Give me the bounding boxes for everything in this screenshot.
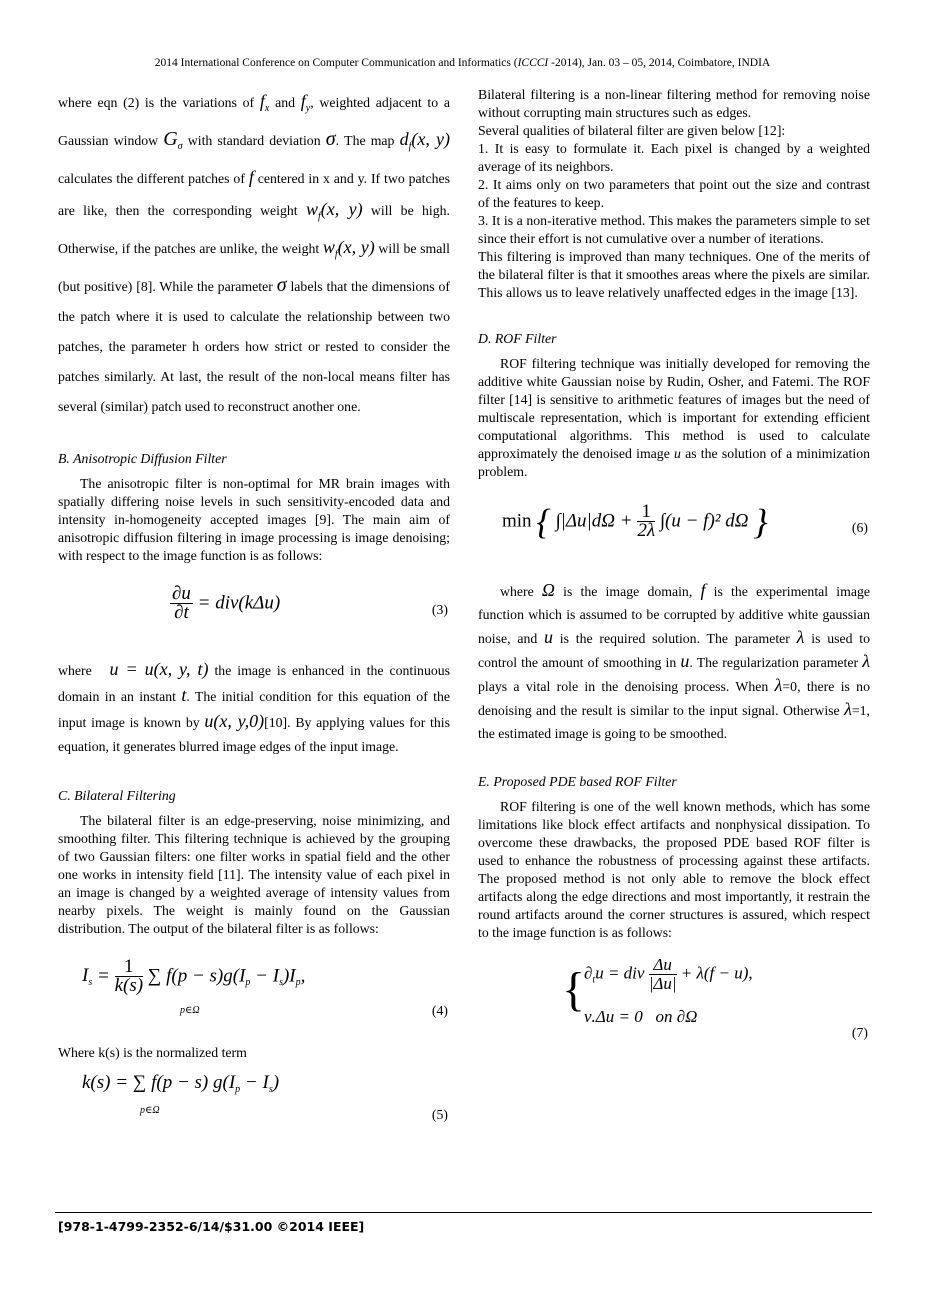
paragraph-bilateral-def: Bilateral filtering is a non-linear filtering method for removing noise without corrupting main structures such as edges.	[478, 87, 870, 120]
page-footer: [978-1-4799-2352-6/14/$31.00 ©2014 IEEE]	[58, 1219, 365, 1234]
paragraph-anisotropic: The anisotropic filter is non-optimal for MR brain images with spatially differing noise levels in such sensitivity-encoded data and intensity in-homogeneity accepted images [9]. The main aim of anisotropic diffusion filtering in image processing is image denoising; with respect to the image function is as follows:	[58, 476, 450, 563]
list-item-1: 1. It is easy to formulate it. Each pixel is changed by a weighted average of its neighbors.	[478, 141, 870, 174]
equation-6: min { ∫|Δu|dΩ + $\frac{1}{2\lambda}$ ∫(u − f)² dΩ } (6)	[502, 501, 868, 542]
equation-3: $\frac{\partial u}{\partial t}$ = div(kΔu) (3)	[172, 583, 448, 623]
section-heading-e: E. Proposed PDE based ROF Filter	[478, 774, 677, 789]
paragraph-nlm: where eqn (2) is the variations of $f_x$ and $f_y$, weighted adjacent to a Gaussian window $G_\sigma$ with standard deviation σ. The map $d_f(x$, y) calculates the different patches of f centered in x and y. If two patches are like, then the corresponding weight $w_f(x$, y) will be high. Otherwise, if the patches are unlike, the weight $w_f(x$, y) will be small (but positive) [8]. While the parameter σ labels that the dimensions of the patch where it is used to calculate the relationship between two patches, the parameter h orders how strict or rested to consider the patches similarly. At last, the result of the non-local means filter has several (similar) patch used to reconstruct another one.	[58, 91, 451, 414]
paragraph-qualities: Several qualities of bilateral filter are given below [12]:	[478, 123, 786, 138]
equation-7: { $\partial_tu$ = div $\frac{\Delta u}{|\Delta u|}$ + λ(f − u), ν.Δu = 0 on ∂Ω (7)	[562, 955, 868, 1040]
list-item-2: 2. It aims only on two parameters that point out the size and contrast of the features to keep.	[478, 177, 870, 210]
paragraph-normalized: Where k(s) is the normalized term	[58, 1045, 247, 1060]
left-column	[58, 86, 450, 1140]
paragraph-proposed: ROF filtering is one of the well known methods, which has some limitations like block effect artifacts and nonphysical dissipation. To overcome these drawbacks, the proposed PDE based ROF filter is used to enhance the robustness of processing against these artifacts. The proposed method is not only able to remove the block effect artifacts along the edge directions and most importantly, it restrain the round artifacts around the corner structures is assured, which respect to the image function is as follows:	[478, 799, 870, 940]
page-header	[0, 57, 925, 69]
section-heading-c: C. Bilateral Filtering	[58, 788, 176, 803]
section-heading-d: D. ROF Filter	[478, 331, 557, 346]
right-column	[478, 86, 870, 1060]
paragraph-bilateral: The bilateral filter is an edge-preserving, noise minimizing, and smoothing filter. This filtering technique is achieved by the grouping of two Gaussian filters: one filter works in spatial field and the other one works in intensity field [11]. The intensity value of each pixel in an image is changed by a weighted average of intensity values from nearby pixels. The weight is mainly found on the Gaussian distribution. The output of the bilateral filter is as follows:	[58, 813, 450, 936]
header-date: -2014), Jan. 03 – 05, 2014, Coimbatore, INDIA	[548, 57, 771, 69]
header-text: 2014 International Conference on Computer Communication and Informatics (	[154, 57, 518, 69]
header-conference: ICCCI	[517, 57, 549, 69]
paragraph-bilateral-merits: This filtering is improved than many techniques. One of the merits of the bilateral filter is that it smoothes areas where the pixels are similar. This allows us to leave relatively unaffected edges in the image [13].	[478, 249, 870, 300]
equation-4: $I_s$ = $\frac{1}{k(s)}$ ∑ $f(p - s)g(I_p - I_s)I_p$, p∈Ω (4)	[82, 956, 448, 1018]
section-heading-b: B. Anisotropic Diffusion Filter	[58, 451, 227, 466]
paragraph-rof-2: where Ω is the image domain, f is the experimental image function which is assumed to be corrupted by additive white gaussian noise, and u is the required solution. The parameter λ is used to control the amount of smoothing in u. The regularization parameter λ plays a vital role in the denoising process. When λ=0, there is no denoising and the result is similar to the input signal. Otherwise λ=1, the estimated image is going to be smoothed.	[478, 580, 871, 741]
paragraph-rof: ROF filtering technique was initially developed for removing the additive white Gaussian noise by Rudin, Osher, and Fatemi. The ROF filter [14] is sensitive to arithmetic features of images but the need of multiscale representation, which is important for extending efficient computational algorithms. This method is used to calculate approximately the denoised image u as the solution of a minimization problem.	[478, 356, 871, 479]
list-item-3: 3. It is a non-iterative method. This makes the parameters simple to set since their effort is not cumulative over a number of iterations.	[478, 213, 870, 246]
footer-rule	[55, 1212, 872, 1213]
equation-5: k(s) = ∑ f(p − s) $g(I_p - I_s)$ p∈Ω (5)	[82, 1072, 448, 1122]
paragraph-anisotropic-2: where u = u(x, y, t) the image is enhanced in the continuous domain in an instant t. The initial condition for this equation of the input image is known by u(x, y,0)[10]. By applying values for this equation, it generates blurred image edges of the input image.	[58, 659, 451, 754]
